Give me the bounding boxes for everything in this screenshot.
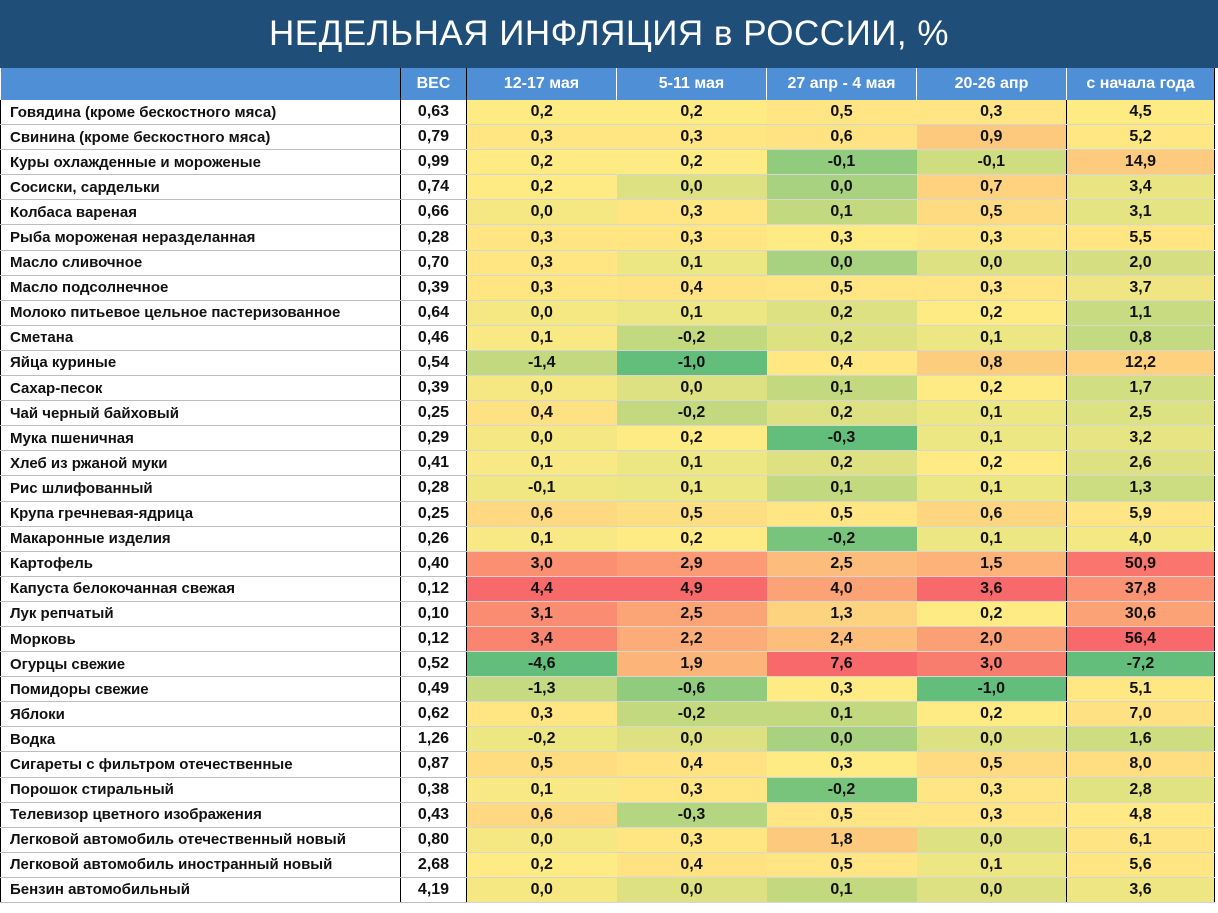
- table-row: [1, 200, 1215, 225]
- weekly-value-cell: 0,0: [467, 827, 617, 852]
- ytd-value-cell: 2,0: [1067, 250, 1215, 275]
- weekly-value-cell: 2,9: [617, 551, 767, 576]
- product-weight: 0,43: [401, 802, 467, 827]
- table-row: [1, 300, 1215, 325]
- weekly-value-cell: 0,0: [467, 300, 617, 325]
- ytd-value-cell: 12,2: [1067, 350, 1215, 375]
- weekly-value-cell: -0,1: [917, 150, 1067, 175]
- weekly-value-cell: -0,2: [617, 702, 767, 727]
- weekly-value-cell: 0,4: [617, 752, 767, 777]
- product-name: Картофель: [1, 551, 401, 576]
- weekly-value-cell: 0,0: [617, 727, 767, 752]
- weekly-value-cell: 0,3: [467, 702, 617, 727]
- weekly-value-cell: 0,5: [767, 852, 917, 877]
- product-weight: 0,41: [401, 451, 467, 476]
- weekly-value-cell: 0,2: [767, 325, 917, 350]
- table-row: [1, 426, 1215, 451]
- table-row: [1, 702, 1215, 727]
- weekly-value-cell: 0,1: [467, 526, 617, 551]
- product-name: Чай черный байховый: [1, 401, 401, 426]
- weekly-value-cell: -0,6: [617, 677, 767, 702]
- table-row: [1, 752, 1215, 777]
- weekly-value-cell: 0,0: [617, 376, 767, 401]
- weekly-value-cell: 0,3: [767, 752, 917, 777]
- weekly-value-cell: 0,1: [917, 426, 1067, 451]
- weekly-value-cell: 0,1: [767, 376, 917, 401]
- weekly-value-cell: 0,2: [917, 601, 1067, 626]
- product-name: Масло сливочное: [1, 250, 401, 275]
- weekly-value-cell: -0,2: [467, 727, 617, 752]
- table-row: [1, 401, 1215, 426]
- product-weight: 0,28: [401, 225, 467, 250]
- product-weight: 0,63: [401, 100, 467, 125]
- ytd-value-cell: 2,8: [1067, 777, 1215, 802]
- header-week-3: 27 апр - 4 мая: [767, 68, 917, 100]
- product-name: Помидоры свежие: [1, 677, 401, 702]
- table-row: [1, 150, 1215, 175]
- table-row: [1, 100, 1215, 125]
- weekly-value-cell: 0,6: [917, 501, 1067, 526]
- product-name: Молоко питьевое цельное пастеризованное: [1, 300, 401, 325]
- product-name: Огурцы свежие: [1, 652, 401, 677]
- product-weight: 0,10: [401, 601, 467, 626]
- product-name: Легковой автомобиль отечественный новый: [1, 827, 401, 852]
- product-name: Свинина (кроме бескостного мяса): [1, 125, 401, 150]
- product-weight: 0,52: [401, 652, 467, 677]
- weekly-value-cell: 0,0: [917, 827, 1067, 852]
- product-name: Яйца куриные: [1, 350, 401, 375]
- table-row: [1, 125, 1215, 150]
- product-weight: 0,12: [401, 576, 467, 601]
- table-row: [1, 626, 1215, 651]
- ytd-value-cell: 3,2: [1067, 426, 1215, 451]
- weekly-value-cell: -0,1: [467, 476, 617, 501]
- product-name: Сигареты с фильтром отечественные: [1, 752, 401, 777]
- table-row: [1, 601, 1215, 626]
- ytd-value-cell: 5,5: [1067, 225, 1215, 250]
- ytd-value-cell: -7,2: [1067, 652, 1215, 677]
- product-weight: 0,46: [401, 325, 467, 350]
- ytd-value-cell: 5,2: [1067, 125, 1215, 150]
- weekly-value-cell: 2,5: [617, 601, 767, 626]
- ytd-value-cell: 4,5: [1067, 100, 1215, 125]
- weekly-value-cell: 2,2: [617, 626, 767, 651]
- weekly-value-cell: 0,0: [767, 250, 917, 275]
- weekly-value-cell: 0,5: [617, 501, 767, 526]
- product-weight: 0,40: [401, 551, 467, 576]
- table-row: [1, 677, 1215, 702]
- weekly-value-cell: -1,3: [467, 677, 617, 702]
- weekly-value-cell: 0,1: [617, 451, 767, 476]
- weekly-value-cell: 0,4: [467, 401, 617, 426]
- weekly-value-cell: 0,6: [767, 125, 917, 150]
- header-product: [1, 68, 401, 100]
- product-weight: 0,80: [401, 827, 467, 852]
- weekly-value-cell: 0,1: [767, 877, 917, 902]
- weekly-value-cell: 0,1: [467, 777, 617, 802]
- product-name: Колбаса вареная: [1, 200, 401, 225]
- weekly-value-cell: 3,0: [467, 551, 617, 576]
- weekly-value-cell: 0,2: [767, 451, 917, 476]
- weekly-value-cell: 2,0: [917, 626, 1067, 651]
- product-name: Телевизор цветного изображения: [1, 802, 401, 827]
- weekly-value-cell: 0,3: [917, 777, 1067, 802]
- product-weight: 0,62: [401, 702, 467, 727]
- product-name: Говядина (кроме бескостного мяса): [1, 100, 401, 125]
- weekly-value-cell: 0,1: [917, 401, 1067, 426]
- weekly-value-cell: 0,6: [467, 802, 617, 827]
- weekly-value-cell: 0,3: [767, 225, 917, 250]
- weekly-value-cell: 4,0: [767, 576, 917, 601]
- inflation-table: [0, 68, 1215, 903]
- ytd-value-cell: 7,0: [1067, 702, 1215, 727]
- weekly-value-cell: -0,2: [767, 777, 917, 802]
- weekly-value-cell: 1,3: [767, 601, 917, 626]
- weekly-value-cell: 7,6: [767, 652, 917, 677]
- product-weight: 2,68: [401, 852, 467, 877]
- product-name: Масло подсолнечное: [1, 275, 401, 300]
- weekly-value-cell: 0,1: [917, 325, 1067, 350]
- ytd-value-cell: 3,1: [1067, 200, 1215, 225]
- weekly-value-cell: 2,4: [767, 626, 917, 651]
- table-row: [1, 501, 1215, 526]
- product-weight: 0,79: [401, 125, 467, 150]
- weekly-value-cell: 0,0: [467, 200, 617, 225]
- ytd-value-cell: 37,8: [1067, 576, 1215, 601]
- table-row: [1, 827, 1215, 852]
- weekly-value-cell: 0,2: [467, 150, 617, 175]
- product-name: Водка: [1, 727, 401, 752]
- weekly-value-cell: 0,0: [917, 877, 1067, 902]
- product-weight: 0,99: [401, 150, 467, 175]
- weekly-value-cell: 3,0: [917, 652, 1067, 677]
- weekly-value-cell: 0,5: [767, 802, 917, 827]
- table-row: [1, 225, 1215, 250]
- product-name: Рис шлифованный: [1, 476, 401, 501]
- weekly-value-cell: 0,2: [617, 426, 767, 451]
- ytd-value-cell: 5,9: [1067, 501, 1215, 526]
- product-name: Яблоки: [1, 702, 401, 727]
- product-weight: 0,54: [401, 350, 467, 375]
- product-name: Сахар-песок: [1, 376, 401, 401]
- product-name: Бензин автомобильный: [1, 877, 401, 902]
- weekly-value-cell: 0,8: [917, 350, 1067, 375]
- weekly-value-cell: 0,0: [917, 250, 1067, 275]
- weekly-value-cell: 3,6: [917, 576, 1067, 601]
- weekly-value-cell: -0,3: [767, 426, 917, 451]
- weekly-value-cell: -0,2: [617, 401, 767, 426]
- ytd-value-cell: 4,0: [1067, 526, 1215, 551]
- weekly-value-cell: 4,9: [617, 576, 767, 601]
- weekly-value-cell: 0,2: [767, 401, 917, 426]
- ytd-value-cell: 2,6: [1067, 451, 1215, 476]
- table-body: [1, 100, 1215, 903]
- product-name: Легковой автомобиль иностранный новый: [1, 852, 401, 877]
- weekly-value-cell: 0,1: [467, 451, 617, 476]
- weekly-value-cell: 0,0: [467, 376, 617, 401]
- product-weight: 0,70: [401, 250, 467, 275]
- weekly-value-cell: 0,2: [617, 100, 767, 125]
- table-row: [1, 476, 1215, 501]
- weekly-value-cell: -0,1: [767, 150, 917, 175]
- product-weight: 0,49: [401, 677, 467, 702]
- weekly-value-cell: 0,0: [467, 426, 617, 451]
- weekly-value-cell: 0,2: [917, 702, 1067, 727]
- inflation-table-container: [0, 68, 1218, 903]
- weekly-value-cell: 0,2: [467, 100, 617, 125]
- product-name: Куры охлажденные и мороженые: [1, 150, 401, 175]
- weekly-value-cell: -1,0: [617, 350, 767, 375]
- weekly-value-cell: 0,1: [917, 526, 1067, 551]
- product-weight: 0,87: [401, 752, 467, 777]
- weekly-value-cell: 0,3: [767, 677, 917, 702]
- weekly-value-cell: 0,0: [617, 175, 767, 200]
- product-name: Мука пшеничная: [1, 426, 401, 451]
- product-weight: 0,25: [401, 401, 467, 426]
- product-weight: 4,19: [401, 877, 467, 902]
- weekly-value-cell: 0,5: [767, 501, 917, 526]
- ytd-value-cell: 56,4: [1067, 626, 1215, 651]
- product-weight: 0,39: [401, 275, 467, 300]
- weekly-value-cell: -0,3: [617, 802, 767, 827]
- table-row: [1, 175, 1215, 200]
- weekly-value-cell: -1,4: [467, 350, 617, 375]
- table-row: [1, 877, 1215, 902]
- table-row: [1, 802, 1215, 827]
- product-name: Сметана: [1, 325, 401, 350]
- product-weight: 0,66: [401, 200, 467, 225]
- header-ytd: с начала года: [1067, 68, 1215, 100]
- table-row: [1, 350, 1215, 375]
- ytd-value-cell: 3,7: [1067, 275, 1215, 300]
- product-weight: 0,38: [401, 777, 467, 802]
- ytd-value-cell: 6,1: [1067, 827, 1215, 852]
- weekly-value-cell: 0,1: [767, 200, 917, 225]
- weekly-value-cell: 0,3: [467, 275, 617, 300]
- weekly-value-cell: 0,2: [617, 150, 767, 175]
- weekly-value-cell: 0,3: [617, 827, 767, 852]
- ytd-value-cell: 1,3: [1067, 476, 1215, 501]
- weekly-value-cell: 1,9: [617, 652, 767, 677]
- product-weight: 0,74: [401, 175, 467, 200]
- ytd-value-cell: 14,9: [1067, 150, 1215, 175]
- weekly-value-cell: 0,7: [917, 175, 1067, 200]
- product-name: Крупа гречневая-ядрица: [1, 501, 401, 526]
- table-row: [1, 275, 1215, 300]
- table-row: [1, 250, 1215, 275]
- table-row: [1, 325, 1215, 350]
- weekly-value-cell: 0,0: [767, 175, 917, 200]
- header-week-2: 5-11 мая: [617, 68, 767, 100]
- table-row: [1, 777, 1215, 802]
- weekly-value-cell: 0,3: [917, 275, 1067, 300]
- weekly-value-cell: 0,1: [617, 300, 767, 325]
- ytd-value-cell: 8,0: [1067, 752, 1215, 777]
- ytd-value-cell: 3,6: [1067, 877, 1215, 902]
- header-row: [1, 68, 1215, 100]
- weekly-value-cell: -0,2: [617, 325, 767, 350]
- product-weight: 0,29: [401, 426, 467, 451]
- weekly-value-cell: 0,5: [467, 752, 617, 777]
- weekly-value-cell: 2,5: [767, 551, 917, 576]
- ytd-value-cell: 1,6: [1067, 727, 1215, 752]
- ytd-value-cell: 1,1: [1067, 300, 1215, 325]
- header-weight: ВЕС: [401, 68, 467, 100]
- weekly-value-cell: 0,2: [617, 526, 767, 551]
- weekly-value-cell: 0,3: [467, 125, 617, 150]
- ytd-value-cell: 4,8: [1067, 802, 1215, 827]
- weekly-value-cell: 0,1: [617, 250, 767, 275]
- weekly-value-cell: 0,5: [767, 275, 917, 300]
- product-name: Рыба мороженая неразделанная: [1, 225, 401, 250]
- weekly-value-cell: 0,0: [767, 727, 917, 752]
- weekly-value-cell: 0,0: [917, 727, 1067, 752]
- weekly-value-cell: 0,0: [617, 877, 767, 902]
- ytd-value-cell: 0,8: [1067, 325, 1215, 350]
- weekly-value-cell: 0,6: [467, 501, 617, 526]
- weekly-value-cell: 0,4: [617, 852, 767, 877]
- weekly-value-cell: 0,2: [917, 300, 1067, 325]
- product-name: Капуста белокочанная свежая: [1, 576, 401, 601]
- weekly-value-cell: 0,9: [917, 125, 1067, 150]
- weekly-value-cell: 0,1: [617, 476, 767, 501]
- weekly-value-cell: 0,5: [917, 752, 1067, 777]
- weekly-value-cell: 0,3: [467, 250, 617, 275]
- weekly-value-cell: 0,3: [917, 100, 1067, 125]
- weekly-value-cell: 4,4: [467, 576, 617, 601]
- product-weight: 1,26: [401, 727, 467, 752]
- weekly-value-cell: 0,2: [917, 451, 1067, 476]
- product-weight: 0,39: [401, 376, 467, 401]
- ytd-value-cell: 30,6: [1067, 601, 1215, 626]
- weekly-value-cell: 0,1: [467, 325, 617, 350]
- weekly-value-cell: 0,1: [767, 476, 917, 501]
- table-row: [1, 576, 1215, 601]
- table-row: [1, 551, 1215, 576]
- weekly-value-cell: -1,0: [917, 677, 1067, 702]
- weekly-value-cell: 0,3: [467, 225, 617, 250]
- product-weight: 0,64: [401, 300, 467, 325]
- table-row: [1, 526, 1215, 551]
- weekly-value-cell: 0,3: [917, 225, 1067, 250]
- table-row: [1, 451, 1215, 476]
- ytd-value-cell: 1,7: [1067, 376, 1215, 401]
- weekly-value-cell: -4,6: [467, 652, 617, 677]
- weekly-value-cell: 1,8: [767, 827, 917, 852]
- weekly-value-cell: 0,0: [467, 877, 617, 902]
- weekly-value-cell: 0,3: [617, 777, 767, 802]
- weekly-value-cell: 0,3: [617, 125, 767, 150]
- weekly-value-cell: -0,2: [767, 526, 917, 551]
- product-weight: 0,25: [401, 501, 467, 526]
- weekly-value-cell: 0,2: [767, 300, 917, 325]
- ytd-value-cell: 5,6: [1067, 852, 1215, 877]
- ytd-value-cell: 3,4: [1067, 175, 1215, 200]
- weekly-value-cell: 0,1: [917, 476, 1067, 501]
- product-weight: 0,26: [401, 526, 467, 551]
- weekly-value-cell: 0,2: [467, 175, 617, 200]
- product-name: Хлеб из ржаной муки: [1, 451, 401, 476]
- table-row: [1, 852, 1215, 877]
- weekly-value-cell: 0,1: [767, 702, 917, 727]
- weekly-value-cell: 0,2: [467, 852, 617, 877]
- ytd-value-cell: 5,1: [1067, 677, 1215, 702]
- ytd-value-cell: 2,5: [1067, 401, 1215, 426]
- weekly-value-cell: 1,5: [917, 551, 1067, 576]
- product-name: Лук репчатый: [1, 601, 401, 626]
- weekly-value-cell: 0,5: [917, 200, 1067, 225]
- weekly-value-cell: 3,1: [467, 601, 617, 626]
- weekly-value-cell: 0,5: [767, 100, 917, 125]
- weekly-value-cell: 0,3: [917, 802, 1067, 827]
- table-row: [1, 727, 1215, 752]
- header-week-1: 12-17 мая: [467, 68, 617, 100]
- weekly-value-cell: 0,3: [617, 225, 767, 250]
- product-name: Сосиски, сардельки: [1, 175, 401, 200]
- product-name: Порошок стиральный: [1, 777, 401, 802]
- weekly-value-cell: 0,2: [917, 376, 1067, 401]
- product-weight: 0,12: [401, 626, 467, 651]
- product-name: Морковь: [1, 626, 401, 651]
- weekly-value-cell: 0,1: [917, 852, 1067, 877]
- table-row: [1, 376, 1215, 401]
- table-row: [1, 652, 1215, 677]
- weekly-value-cell: 0,3: [617, 200, 767, 225]
- page-title: НЕДЕЛЬНАЯ ИНФЛЯЦИЯ в РОССИИ, %: [0, 0, 1218, 68]
- weekly-value-cell: 0,4: [767, 350, 917, 375]
- product-weight: 0,28: [401, 476, 467, 501]
- weekly-value-cell: 0,4: [617, 275, 767, 300]
- ytd-value-cell: 50,9: [1067, 551, 1215, 576]
- header-week-4: 20-26 апр: [917, 68, 1067, 100]
- weekly-value-cell: 3,4: [467, 626, 617, 651]
- product-name: Макаронные изделия: [1, 526, 401, 551]
